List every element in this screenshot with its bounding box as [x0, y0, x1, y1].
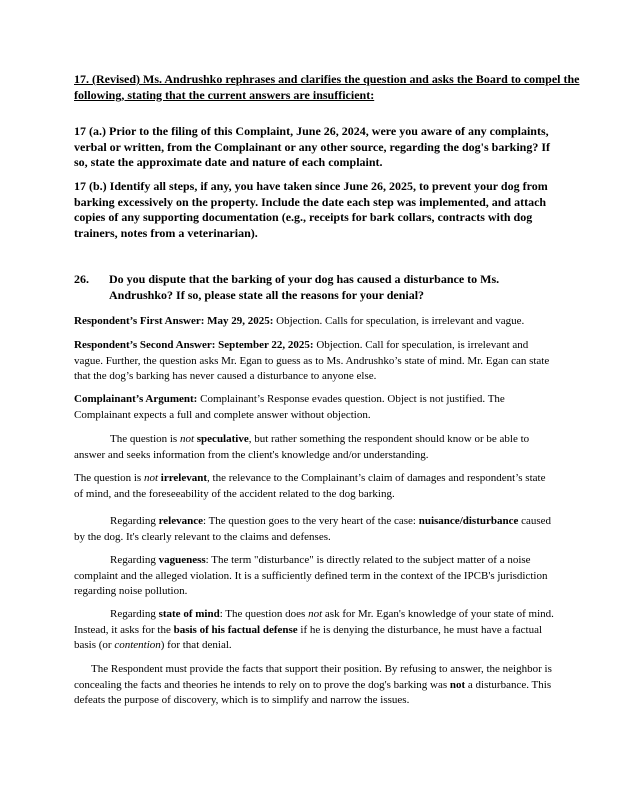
irrelevant-text-a: The question is [74, 472, 144, 484]
first-answer-label: Respondent’s First Answer: May 29, 2025: [74, 315, 274, 327]
second-answer-text: Objection. Call for speculation, is irrelevant and vague. Further, the question asks Mr. Egan to guess as to Ms. Andrushko’s state of mind. Mr. Egan can state that the dog’s barking has never caused a disturbance to anyone else. [74, 339, 550, 382]
paragraph-speculative [74, 432, 554, 463]
contention-term: contention [114, 639, 161, 651]
final-not: not [449, 678, 466, 691]
question-26 [74, 272, 564, 303]
irrelevant-text-c: , the relevance to the Complainant’s claim of damages and respondent’s state of mind, and the foreseeability of the accident related to the dog barking. [74, 472, 546, 500]
irrelevant-term: irrelevant [158, 472, 208, 484]
state-text-f: if he is denying the disturbance, he must have a factual basis (or [74, 623, 543, 651]
state-text-h: ) for that denial. [160, 639, 232, 651]
speculative-text-c: , but rather something the respondent should know or be able to answer and seeks information from the client's knowledge and/or understanding. [74, 433, 530, 461]
relevance-text-e: caused by the dog. It's clearly relevant to the claims and defenses. [74, 515, 552, 543]
state-term: state of mind [158, 608, 220, 620]
revised-question-heading [74, 72, 580, 103]
paragraph-final [74, 662, 554, 709]
vagueness-text-a: Regarding [110, 554, 159, 566]
relevance-text-c: : The question goes to the very heart of the case: [202, 515, 419, 527]
paragraph-state-of-mind [74, 607, 554, 654]
question-26-number: 26. [74, 272, 89, 286]
argument-label: Complainant’s Argument: [74, 393, 198, 405]
nuisance-term: nuisance/disturbance [418, 515, 519, 527]
respondent-second-answer [74, 338, 554, 385]
state-text-c: : The question does [219, 608, 309, 620]
vagueness-text-c: : The term "disturbance" is directly related to the subject matter of a noise complaint and the alleged violation. It is a sufficiently defined term in the context of the IPCB's jurisdiction regarding noise pollution. [74, 554, 548, 597]
second-answer-label: Respondent’s Second Answer: September 22, 2025: [74, 339, 314, 351]
relevance-term: relevance [158, 515, 203, 527]
heading-line-1: 17. (Revised) Ms. Andrushko rephrases and clarifies the question and asks the Board to compel the [74, 72, 580, 86]
state-text-d: ask for Mr. Egan's knowledge of your state of mind. Instead, it asks for the [74, 608, 554, 636]
relevance-text-a: Regarding [110, 515, 159, 527]
question-17b: 17 (b.) Identify all steps, if any, you have taken since June 26, 2025, to prevent your dog from barking excessively on the property. Include the date each step was implemented, and attach copies of any supporting documentation (e.g., receipts for bark collars, contracts with dog trainers, notes from a veterinarian). [74, 179, 548, 240]
heading-line-2: following, stating that the current answers are insufficient: [74, 87, 375, 102]
first-answer-text: Objection. Calls for speculation, is irrelevant and vague. [273, 315, 525, 327]
respondent-first-answer [74, 314, 554, 330]
speculative-term: speculative [194, 433, 249, 445]
speculative-not: not [179, 433, 195, 445]
vagueness-term: vagueness [158, 554, 206, 566]
question-26-text: Do you dispute that the barking of your dog has caused a disturbance to Ms. Andrushko? If so, please state all the reasons for your denial? [109, 272, 500, 302]
paragraph-relevance [74, 514, 554, 545]
complainant-argument [74, 392, 554, 423]
question-17a: 17 (a.) Prior to the filing of this Complaint, June 26, 2024, were you aware of any complaints, verbal or written, from the Complainant or any other source, regarding the dog's barking? If so, state the approximate date and nature of each complaint. [74, 124, 550, 169]
state-not: not [308, 608, 323, 620]
final-text-c: a disturbance. This defeats the purpose of discovery, which is to simplify and narrow the issues. [74, 678, 552, 706]
basis-term: basis of his factual defense [173, 623, 298, 636]
argument-text: Complainant’s Response evades question. Object is not justified. The Complainant expects a full and complete answer without objection. [74, 393, 505, 421]
state-text-a: Regarding [110, 608, 159, 620]
irrelevant-not: not [143, 472, 159, 484]
paragraph-vagueness [74, 553, 554, 600]
paragraph-irrelevant [74, 471, 554, 502]
speculative-text-a: The question is [110, 433, 180, 445]
final-text-a: The Respondent must provide the facts that support their position. By refusing to answer, the neighbor is concealing the facts and theories he intends to rely on to prove the dog's barking was [74, 663, 552, 691]
